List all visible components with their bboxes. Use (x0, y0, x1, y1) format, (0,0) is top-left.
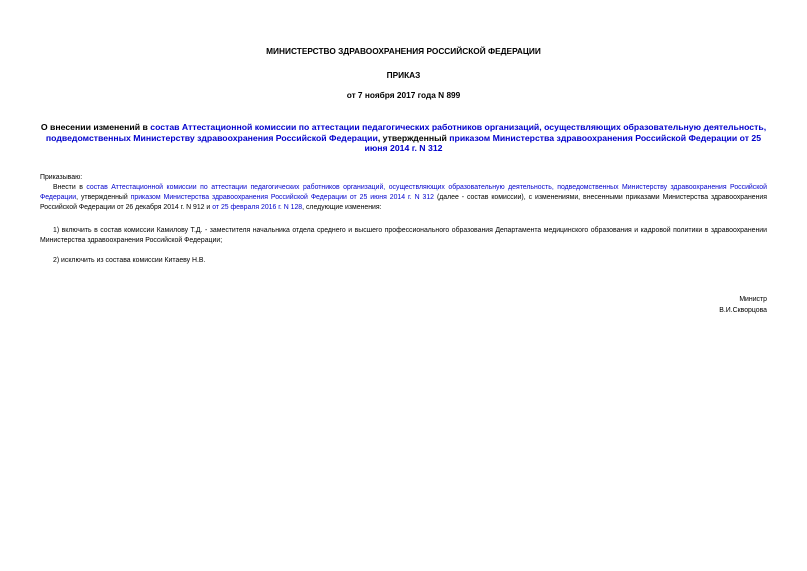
signature-name: В.И.Скворцова (719, 307, 767, 314)
title-text-1: О внесении изменений в (40, 122, 151, 132)
order-date-number: от 7 ноября 2017 года N 899 (346, 90, 461, 100)
title-text-2: , утвержденный (377, 132, 450, 143)
main-text-2: , утвержденный (76, 193, 131, 201)
main-link-order-128[interactable]: от 25 февраля 2016 г. N 128 (212, 203, 303, 211)
document-title (40, 122, 767, 154)
main-text-1: Внести в (53, 184, 87, 191)
list-item-1: 1) включить в состав комиссии Камилову Т.Д. - заместителя начальника отдела среднего и высшего профессионального образования Департамента медицинского образования и кадровой политики в здравоохранении Министерства здравоохранения Российской Федерации; (40, 227, 767, 244)
list-item-2: 2) исключить из состава комиссии Китаеву Н.В. (53, 257, 206, 264)
main-paragraph (40, 183, 767, 212)
main-link-commission[interactable]: состав Аттестационной комиссии по аттестации педагогических работников организаций, осуществляющих образовательную деятельность, подведомственных Министерству здравоохранения Российской Федерации (40, 184, 767, 201)
ministry-heading: МИНИСТЕРСТВО ЗДРАВООХРАНЕНИЯ РОССИЙСКОЙ ФЕДЕРАЦИИ (266, 46, 541, 56)
main-link-order-312[interactable]: приказом Министерства здравоохранения Российской Федерации от 25 июня 2014 г. N 312 (130, 193, 435, 201)
title-link-commission[interactable]: состав Аттестационной комиссии по аттестации педагогических работников организаций, осуществляющих образовательную деятельность, подведомственных Министерству здравоохранения Российской Федерации (45, 122, 767, 143)
main-text-3: (далее - состав комиссии), с изменениями, внесенными приказами Министерства здравоохранения Российской Федерации от 26 декабря 2014 г. N 912 и (40, 193, 767, 211)
signature-position: Министр (739, 296, 767, 303)
main-text-4: , следующие изменения: (302, 203, 382, 211)
order-type-heading: ПРИКАЗ (386, 70, 421, 80)
title-link-order-312[interactable]: приказом Министерства здравоохранения Российской Федерации от 25 июня 2014 г. N 312 (364, 132, 762, 153)
prikazyvayu-label: Приказываю: (40, 174, 83, 181)
